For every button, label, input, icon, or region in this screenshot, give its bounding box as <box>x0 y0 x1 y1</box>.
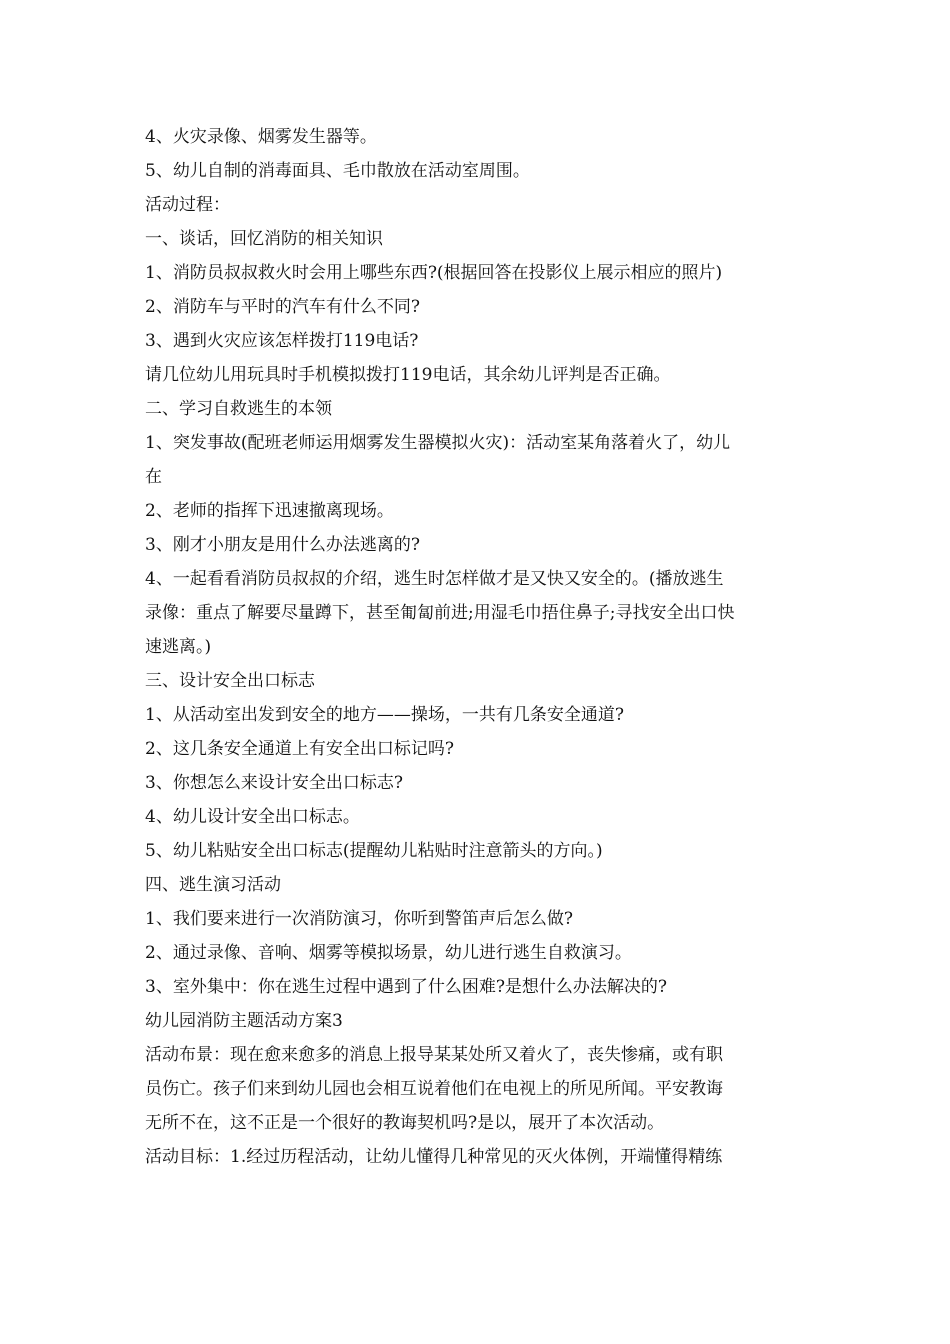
section-heading: 四、逃生演习活动 <box>145 875 281 895</box>
text-line: 速逃离。) <box>145 637 212 657</box>
text-line: 5、幼儿粘贴安全出口标志(提醒幼儿粘贴时注意箭头的方向。) <box>145 841 603 861</box>
text-line: 1、从活动室出发到安全的地方——操场，一共有几条安全通道? <box>145 705 624 725</box>
text-line: 3、遇到火灾应该怎样拨打119电话? <box>145 331 419 351</box>
text-line: 4、火灾录像、烟雾发生器等。 <box>145 127 377 147</box>
text-line: 活动布景：现在愈来愈多的消息上报导某某处所又着火了，丧失惨痛，或有职 <box>145 1045 723 1065</box>
section-heading: 二、学习自救逃生的本领 <box>145 399 332 419</box>
text-line: 2、消防车与平时的汽车有什么不同? <box>145 297 420 317</box>
text-line: 1、我们要来进行一次消防演习，你听到警笛声后怎么做? <box>145 909 573 929</box>
text-line: 4、幼儿设计安全出口标志。 <box>145 807 360 827</box>
text-line: 3、你想怎么来设计安全出口标志? <box>145 773 403 793</box>
text-line: 活动目标：1.经过历程活动，让幼儿懂得几种常见的灭火体例，开端懂得精练 <box>145 1147 723 1167</box>
document-body <box>145 120 810 1174</box>
section-heading: 活动过程： <box>145 195 230 215</box>
text-line: 1、突发事故(配班老师运用烟雾发生器模拟火灾)：活动室某角落着火了，幼儿 <box>145 433 731 453</box>
text-line: 1、消防员叔叔救火时会用上哪些东西?(根据回答在投影仪上展示相应的照片) <box>145 263 723 283</box>
plan-title: 幼儿园消防主题活动方案3 <box>145 1011 343 1031</box>
text-line: 2、这几条安全通道上有安全出口标记吗? <box>145 739 454 759</box>
text-line: 在 <box>145 467 162 487</box>
text-line: 4、一起看看消防员叔叔的介绍，逃生时怎样做才是又快又安全的。(播放逃生 <box>145 569 724 589</box>
text-line: 2、通过录像、音响、烟雾等模拟场景，幼儿进行逃生自救演习。 <box>145 943 632 963</box>
text-line: 3、刚才小朋友是用什么办法逃离的? <box>145 535 420 555</box>
text-line: 员伤亡。孩子们来到幼儿园也会相互说着他们在电视上的所见所闻。平安教诲 <box>145 1079 723 1099</box>
text-line: 2、老师的指挥下迅速撤离现场。 <box>145 501 394 521</box>
section-heading: 三、设计安全出口标志 <box>145 671 315 691</box>
text-line: 请几位幼儿用玩具时手机模拟拨打119电话，其余幼儿评判是否正确。 <box>145 365 671 385</box>
text-line: 5、幼儿自制的消毒面具、毛巾散放在活动室周围。 <box>145 161 530 181</box>
text-line: 3、室外集中：你在逃生过程中遇到了什么困难?是想什么办法解决的? <box>145 977 668 997</box>
text-line: 无所不在，这不正是一个很好的教诲契机吗?是以，展开了本次活动。 <box>145 1113 665 1133</box>
section-heading: 一、谈话，回忆消防的相关知识 <box>145 229 383 249</box>
text-line: 录像：重点了解要尽量蹲下，甚至匍匐前进;用湿毛巾捂住鼻子;寻找安全出口快 <box>145 603 735 623</box>
